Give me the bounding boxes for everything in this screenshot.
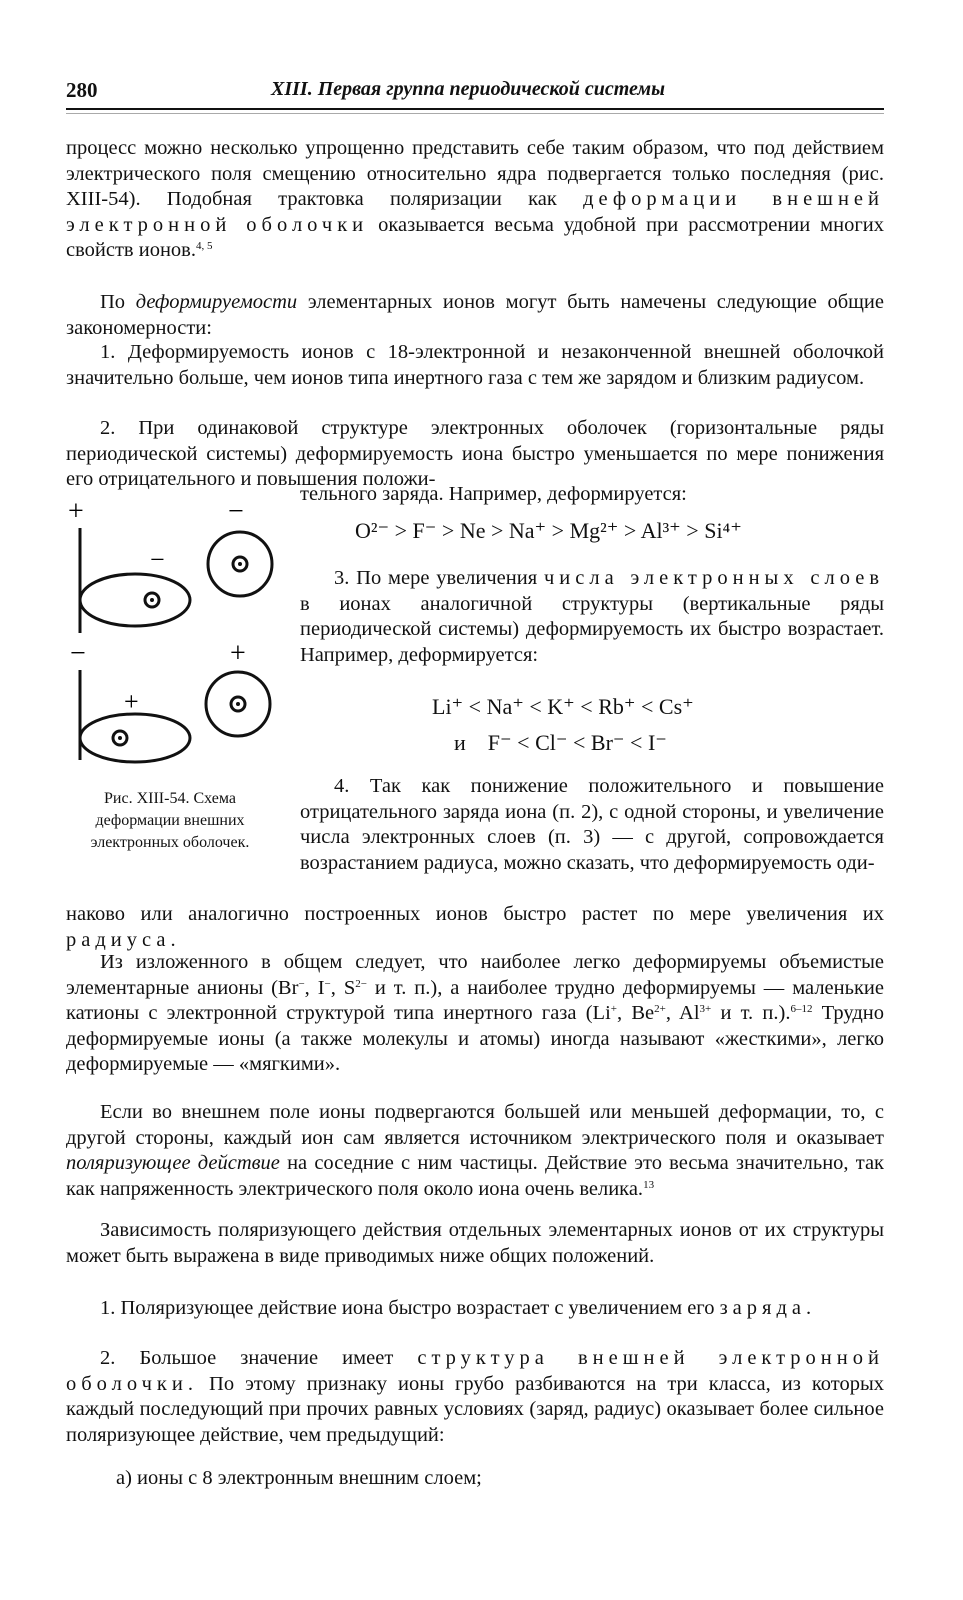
paragraph-5: 3. По мере увеличения числа электронных слоев в ионах аналогичной структуры (вертикальные ряды периодической системы) деформируемость их быстро возрастает. Например, деформируется: — [300, 567, 884, 666]
comparison-operator: < — [574, 694, 599, 719]
paragraph-4: 2. При одинаковой структуре электронных оболочек (горизонтальные ряды периодической системы) деформируемость иона быстро уменьшается по мере понижения его отрицательного и повышения положи- — [66, 417, 884, 491]
comparison-operator: > — [618, 518, 641, 543]
paragraph-2: По деформируемости элементарных ионов могут быть намечены следующие общие закономерности: — [66, 291, 884, 339]
paragraph-3: 1. Деформируемость ионов с 18-электронной и незаконченной внешней оболочкой значительно больше, чем ионов типа инертного газа с тем же зарядом и близким радиусом. — [66, 341, 884, 389]
comparison-operator: > — [485, 518, 509, 543]
deformation-diagram — [60, 498, 285, 778]
plus-sign-bottom-right: + — [230, 638, 246, 669]
paragraph-12: а) ионы с 8 электронным внешним слоем; — [116, 1467, 482, 1489]
nucleus-bottom-left-core — [118, 736, 122, 740]
ion-symbol: Mg²⁺ — [569, 518, 619, 543]
ion-symbol: F⁻ — [487, 730, 512, 755]
comparison-operator: < — [463, 694, 487, 719]
deformed-shell-ellipse-bottom — [80, 714, 190, 762]
nucleus-top-right-core — [238, 562, 242, 566]
page-number: 280 — [66, 78, 98, 102]
paragraph-10: 1. Поляризующее действие иона быстро возрастает с увеличением его заряда. — [100, 1297, 817, 1319]
ion-symbol: Ne — [459, 518, 486, 543]
ion-symbol: K⁺ — [547, 694, 575, 719]
deformed-shell-ellipse-top — [80, 574, 190, 626]
comparison-operator: > — [546, 518, 570, 543]
plus-sign-shell-bottom: + — [124, 687, 139, 716]
ion-symbol: Cs⁺ — [658, 694, 694, 719]
plus-sign-top-left: + — [68, 498, 84, 527]
comparison-operator: < — [635, 694, 659, 719]
formula-series-charge — [355, 518, 742, 544]
paragraph-1: процесс можно несколько упрощенно представить себе таким образом, что под действием электрического поля смещению относительно ядра подвергается только последняя (рис. XIII-54). Подобная трактовка поляризации как деформации внешней электронной оболочки оказывается весьма удобной при рассмотрении многих свойств ионов.$^{4, 5}$ — [66, 137, 885, 262]
header-rule-thin — [66, 113, 884, 114]
ion-symbol: Na⁺ — [486, 694, 524, 719]
nucleus-bottom-right-core — [236, 702, 240, 706]
comparison-operator: < — [624, 730, 648, 755]
comparison-operator: > — [436, 518, 460, 543]
header-rule — [66, 108, 884, 110]
comparison-operator: < — [523, 694, 548, 719]
paragraph-11: 2. Большое значение имеет структура внешней электронной оболочки. По этому признаку ионы грубо разбиваются на три класса, из которых каждый последующий при прочих равных условиях (заряд, радиус) оказывает более сильное поляризующее действие, чем предыдущий: — [66, 1347, 884, 1446]
ion-symbol: Si⁴⁺ — [704, 518, 742, 543]
paragraph-4-continued: тельного заряда. Например, деформируется: — [300, 483, 687, 505]
minus-sign-bottom-left: − — [70, 638, 86, 669]
comparison-operator: < — [511, 730, 536, 755]
paragraph-7: Из изложенного в общем следует, что наиболее легко деформируемы объемистые элементарные анионы (Br−, I−, $S^{2-}$ и т. п.), а наиболее трудно деформируемы — маленькие катионы с электронной структурой типа инертного газа (Li+, $Be^{2+}$, $Al^{3+}$ и т. п.).$^{6-12}$ Трудно деформируемые ионы (а также молекулы и атомы) иногда называют «жесткими», легко деформируемые — «мягкими». — [66, 951, 885, 1076]
formula-series-anions: и F⁻ < Cl⁻ < Br⁻ < I⁻ — [454, 730, 667, 755]
paragraph-6-continued: наково или аналогично построенных ионов быстро растет по мере увеличения их радиуса. — [66, 903, 884, 951]
ion-symbol: Rb⁺ — [598, 694, 636, 719]
ion-symbol: O²⁻ — [355, 518, 390, 543]
ion-symbol: Al³⁺ — [640, 518, 681, 543]
minus-sign-top-right: − — [228, 498, 244, 527]
figure-caption: Рис. XIII-54. Схема деформации внешних электронных оболочек. — [90, 790, 250, 851]
ion-symbol: Li⁺ — [432, 694, 464, 719]
page-header — [66, 78, 884, 106]
ion-symbol: Cl⁻ — [535, 730, 568, 755]
formula-series-cations — [432, 694, 694, 720]
paragraph-8: Если во внешнем поле ионы подвергаются большей или меньшей деформации, то, с другой стороны, каждый ион сам является источником электрического поля и оказывает поляризующее действие на соседние с ним частицы. Действие это весьма значительно, так как напряженность электрического поля около иона очень велика.$^{13}$ — [66, 1101, 885, 1200]
ion-symbol: Br⁻ — [590, 730, 625, 755]
comparison-operator: < — [567, 730, 591, 755]
minus-sign-shell-top: − — [150, 545, 165, 574]
paragraph-9: Зависимость поляризующего действия отдельных элементарных ионов от их структуры может быть выражена в виде приводимых ниже общих положений. — [66, 1219, 884, 1267]
comparison-operator: > — [389, 518, 413, 543]
comparison-operator: > — [680, 518, 705, 543]
paragraph-6: 4. Так как понижение положительного и повышение отрицательного заряда иона (п. 2), с одной стороны, и увеличение числа электронных слоев (п. 3) — с другой, сопровождается возрастанием радиуса, можно сказать, что деформируемость оди- — [300, 775, 884, 874]
ion-symbol: F⁻ — [412, 518, 437, 543]
ion-symbol: I⁻ — [647, 730, 667, 755]
ion-symbol: Na⁺ — [508, 518, 547, 543]
running-title: XIII. Первая группа периодической системы — [271, 78, 665, 100]
nucleus-top-left-core — [150, 598, 154, 602]
